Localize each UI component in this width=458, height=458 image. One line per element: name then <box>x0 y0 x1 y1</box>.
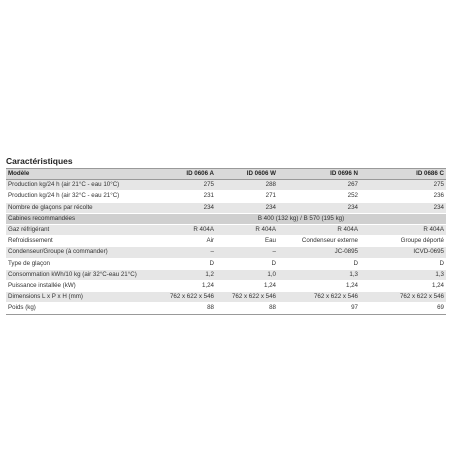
row-value: 1,3 <box>360 269 446 280</box>
row-value: 88 <box>156 303 216 314</box>
row-value: 762 x 622 x 546 <box>360 292 446 303</box>
row-value: 234 <box>360 202 446 213</box>
row-value: 231 <box>156 191 216 202</box>
row-label: Poids (kg) <box>6 303 156 314</box>
row-value: 69 <box>360 303 446 314</box>
header-model: ID 0606 W <box>216 169 278 180</box>
table-row <box>6 180 446 191</box>
row-label: Gaz réfrigérant <box>6 225 156 236</box>
row-value: 234 <box>216 202 278 213</box>
row-value: 234 <box>278 202 360 213</box>
table-row <box>6 281 446 292</box>
row-value: 234 <box>156 202 216 213</box>
row-value: 762 x 622 x 546 <box>216 292 278 303</box>
table-header-row <box>6 169 446 180</box>
specs-table <box>6 168 446 315</box>
row-label: Production kg/24 h (air 21°C - eau 10°C) <box>6 180 156 191</box>
row-value: Air <box>156 236 216 247</box>
row-value: 88 <box>216 303 278 314</box>
header-model: ID 0696 N <box>278 169 360 180</box>
row-label: Production kg/24 h (air 32°C - eau 21°C) <box>6 191 156 202</box>
row-value: 275 <box>156 180 216 191</box>
row-value: D <box>360 258 446 269</box>
row-value: 1,24 <box>278 281 360 292</box>
row-value: 1,24 <box>156 281 216 292</box>
row-label: Consommation kWh/10 kg (air 32°C-eau 21°C) <box>6 269 156 280</box>
table-row <box>6 247 446 258</box>
row-value: – <box>216 247 278 258</box>
row-value: Condenseur externe <box>278 236 360 247</box>
table-row <box>6 236 446 247</box>
table-row <box>6 202 446 213</box>
row-value: D <box>216 258 278 269</box>
row-span-value: B 400 (132 kg) / B 570 (195 kg) <box>156 213 446 224</box>
row-value: 1,24 <box>360 281 446 292</box>
section-title: Caractéristiques <box>6 156 73 166</box>
row-value: 762 x 622 x 546 <box>156 292 216 303</box>
row-label: Puissance installée (kW) <box>6 281 156 292</box>
table-row <box>6 191 446 202</box>
row-value: 762 x 622 x 546 <box>278 292 360 303</box>
row-label: Type de glaçon <box>6 258 156 269</box>
table-row <box>6 258 446 269</box>
table-row <box>6 303 446 314</box>
row-value: R 404A <box>156 225 216 236</box>
row-value: R 404A <box>216 225 278 236</box>
row-value: 1,0 <box>216 269 278 280</box>
row-value: 252 <box>278 191 360 202</box>
row-label: Nombre de glaçons par récolte <box>6 202 156 213</box>
row-value: R 404A <box>360 225 446 236</box>
row-label: Condenseur/Groupe (à commander) <box>6 247 156 258</box>
row-value: – <box>156 247 216 258</box>
header-label: Modèle <box>6 169 156 180</box>
row-value: ICVD-0695 <box>360 247 446 258</box>
row-value: D <box>278 258 360 269</box>
row-label: Cabines recommandées <box>6 213 156 224</box>
row-label: Dimensions L x P x H (mm) <box>6 292 156 303</box>
table-row <box>6 213 446 224</box>
row-value: Groupe déporté <box>360 236 446 247</box>
row-value: 1,2 <box>156 269 216 280</box>
row-value: D <box>156 258 216 269</box>
row-value: 267 <box>278 180 360 191</box>
row-label: Refroidissement <box>6 236 156 247</box>
row-value: Eau <box>216 236 278 247</box>
row-value: 288 <box>216 180 278 191</box>
row-value: 275 <box>360 180 446 191</box>
row-value: JC-0895 <box>278 247 360 258</box>
row-value: 1,24 <box>216 281 278 292</box>
header-model: ID 0606 A <box>156 169 216 180</box>
header-model: ID 0686 C <box>360 169 446 180</box>
row-value: 1,3 <box>278 269 360 280</box>
row-value: 97 <box>278 303 360 314</box>
table-row <box>6 269 446 280</box>
row-value: R 404A <box>278 225 360 236</box>
table-row <box>6 225 446 236</box>
row-value: 271 <box>216 191 278 202</box>
specs-section <box>6 156 446 315</box>
table-row <box>6 292 446 303</box>
row-value: 236 <box>360 191 446 202</box>
